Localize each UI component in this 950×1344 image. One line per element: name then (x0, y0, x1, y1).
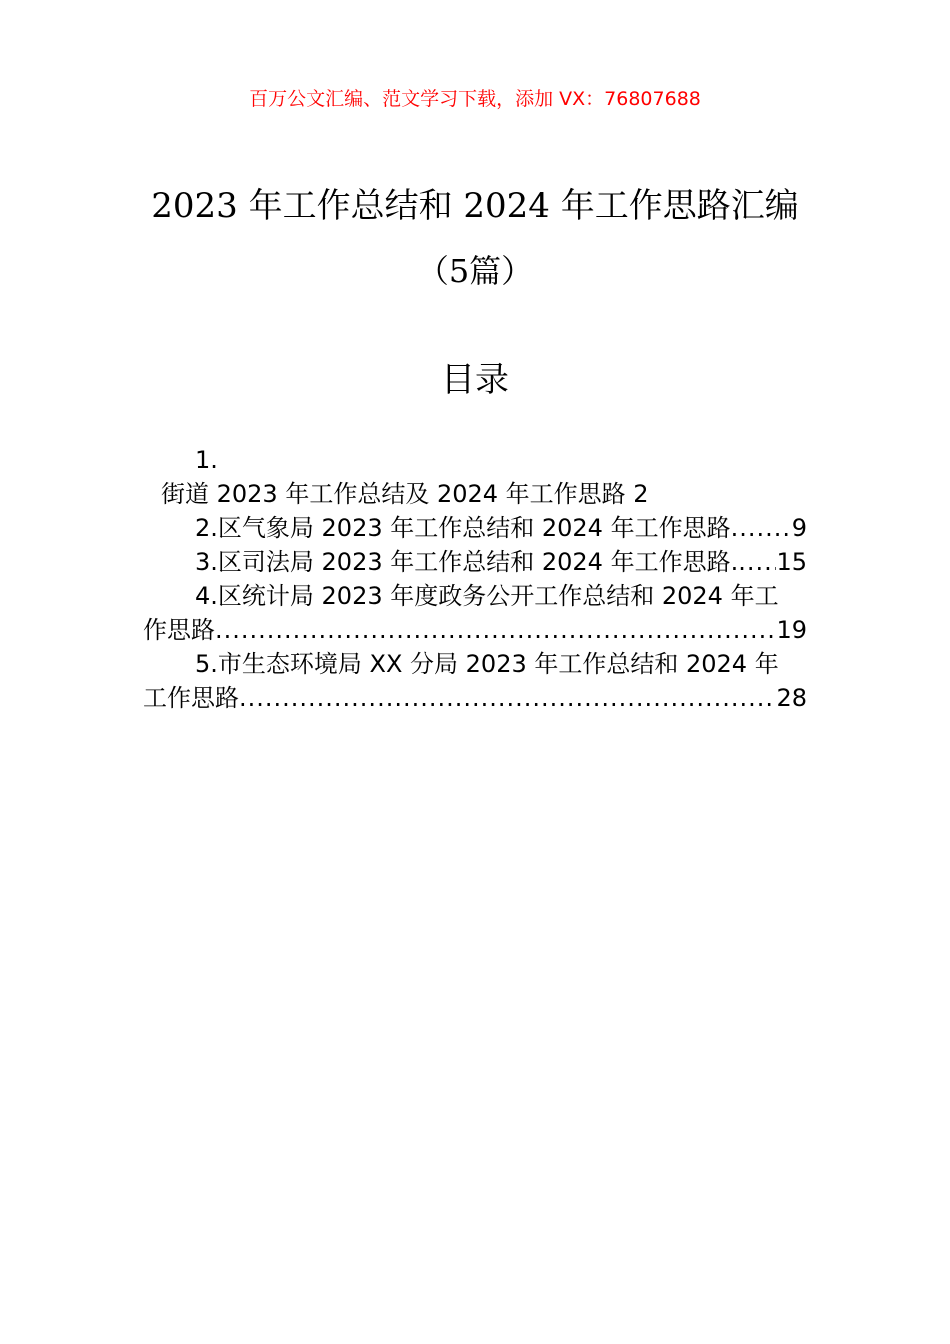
toc-item-3-page: 15 (776, 548, 807, 576)
document-subtitle: （5篇） (416, 252, 534, 290)
toc-item-3[interactable] (143, 545, 807, 579)
table-of-contents (143, 443, 807, 715)
toc-leader-dots (239, 681, 776, 715)
toc-item-5-page: 28 (776, 684, 807, 712)
toc-item-2[interactable] (143, 511, 807, 545)
toc-leader-dots (731, 511, 792, 545)
toc-item-5-line-1[interactable]: 5.市生态环境局 XX 分局 2023 年工作总结和 2024 年 (195, 650, 779, 678)
toc-item-2-page: 9 (791, 514, 807, 542)
toc-item-5-line-2[interactable] (143, 681, 807, 715)
toc-item-2-text: 2.区气象局 2023 年工作总结和 2024 年工作思路 (195, 514, 731, 542)
toc-item-4-line-1[interactable]: 4.区统计局 2023 年度政务公开工作总结和 2024 年工 (195, 582, 779, 610)
toc-heading: 目录 (441, 360, 509, 400)
toc-item-4-page: 19 (776, 616, 807, 644)
toc-item-4-text: 作思路 (143, 616, 215, 644)
toc-leader-dots (215, 613, 776, 647)
toc-item-3-text: 3.区司法局 2023 年工作总结和 2024 年工作思路. (195, 548, 739, 576)
document-title: 2023 年工作总结和 2024 年工作思路汇编 (151, 186, 799, 226)
toc-item-5-text: 工作思路 (143, 684, 239, 712)
toc-item-4-line-2[interactable] (143, 613, 807, 647)
toc-item-1-number: 1. (195, 446, 218, 474)
toc-leader-dots (738, 545, 776, 579)
toc-item-1[interactable]: 街道 2023 年工作总结及 2024 年工作思路 2 (161, 480, 649, 508)
watermark-banner: 百万公文汇编、范文学习下载，添加 VX：76807688 (249, 88, 701, 110)
